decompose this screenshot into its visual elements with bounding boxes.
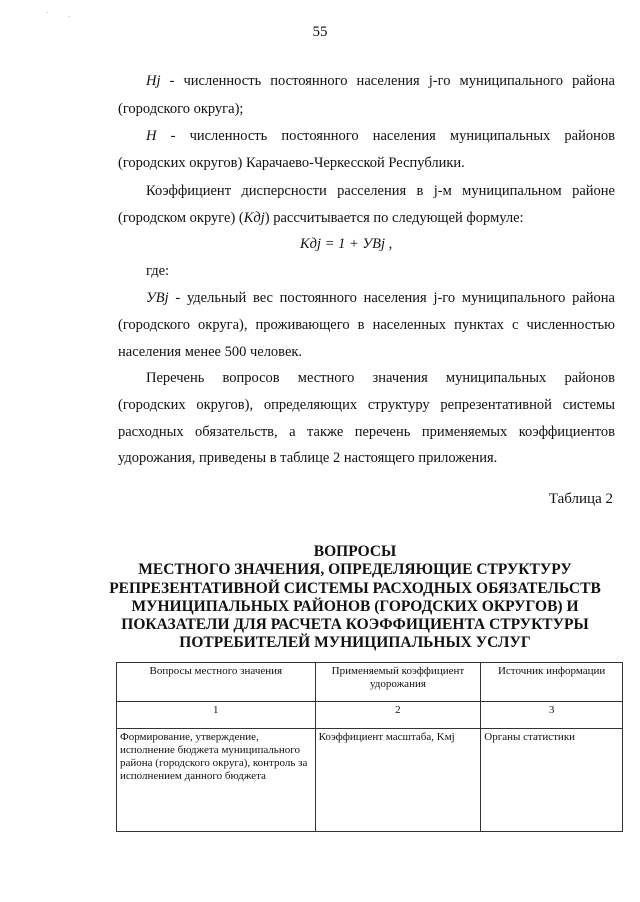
paragraph-uvj-line2: (городского округа), проживающего в населенных пунктах с численностью [118, 317, 615, 333]
paragraph-list-line3: расходных обязательств, а также перечень применяемых коэффициентов [118, 424, 615, 440]
table-title-line: МЕСТНОГО ЗНАЧЕНИЯ, ОПРЕДЕЛЯЮЩИЕ СТРУКТУРУ [138, 561, 572, 578]
table-cell: Коэффициент масштаба, Kмj [315, 729, 481, 832]
paragraph-hj-line2: (городского округа); [118, 101, 244, 117]
table-title-line: ВОПРОСЫ [313, 543, 397, 560]
table-cell: Органы статистики [481, 729, 623, 832]
paragraph-text: - численность постоянного населения j-го муниципального района [160, 73, 615, 89]
paragraph-kdj-line2 [118, 209, 615, 227]
paragraph-list-line1: Перечень вопросов местного значения муниципальных районов [146, 370, 615, 386]
table-title-line: ПОКАЗАТЕЛИ ДЛЯ РАСЧЕТА КОЭФФИЦИЕНТА СТРУКТУРЫ [121, 616, 589, 633]
where-label: где: [146, 263, 170, 279]
paragraph-list-line2: (городских округов), определяющих структуру репрезентативной системы [118, 397, 615, 413]
table-cell: Формирование, утверждение, исполнение бюджета муниципального района (городского округа), контроль за исполнением данного бюджета [117, 729, 316, 832]
paragraph-h-line2: (городских округов) Карачаево-Черкесской Республики. [118, 155, 465, 171]
table-title-line: ПОТРЕБИТЕЛЕЙ МУНИЦИПАЛЬНЫХ УСЛУГ [179, 634, 531, 651]
paragraph-text: - численность постоянного населения муниципальных районов [156, 128, 615, 144]
paragraph-text: (городском округе) ( [118, 210, 244, 226]
paragraph-h-line1 [146, 127, 615, 145]
column-header: Применяемый коэффициент удорожания [315, 663, 481, 702]
table-header-row [117, 663, 623, 702]
table-number-row [117, 702, 623, 729]
variable-hj: Hj [146, 73, 161, 89]
column-number: 1 [117, 702, 316, 729]
formula: Kдj = 1 + УВj , [300, 236, 393, 252]
variable-uvj: УВj [146, 290, 169, 306]
column-number: 3 [481, 702, 623, 729]
paragraph-kdj-line1: Коэффициент дисперсности расселения в j-м муниципальном районе [146, 183, 615, 199]
column-number: 2 [315, 702, 481, 729]
paragraph-text: - удельный вес постоянного населения j-го муниципального района [168, 290, 615, 306]
paragraph-list-line4: удорожания, приведены в таблице 2 настоящего приложения. [118, 450, 498, 466]
table-title-line: МУНИЦИПАЛЬНЫХ РАЙОНОВ (ГОРОДСКИХ ОКРУГОВ) И [131, 598, 579, 615]
paragraph-uvj-line3: населения менее 500 человек. [118, 344, 303, 360]
paragraph-uvj-line1 [146, 289, 615, 307]
page-number: 55 [312, 24, 328, 40]
scan-speck: · [46, 9, 49, 17]
column-header: Вопросы местного значения [117, 663, 316, 702]
paragraph-text: ) рассчитывается по следующей формуле: [264, 210, 524, 226]
column-header: Источник информации [481, 663, 623, 702]
table-row [117, 729, 623, 832]
table-label: Таблица 2 [548, 491, 613, 507]
variable-kdj: Kдj [243, 210, 265, 226]
table-title-line: РЕПРЕЗЕНТАТИВНОЙ СИСТЕМЫ РАСХОДНЫХ ОБЯЗАТЕЛЬСТВ [109, 580, 601, 597]
issues-table [116, 662, 623, 832]
paragraph-hj-line1 [146, 72, 615, 90]
scan-speck: · [68, 13, 71, 21]
variable-h: H [146, 128, 157, 144]
